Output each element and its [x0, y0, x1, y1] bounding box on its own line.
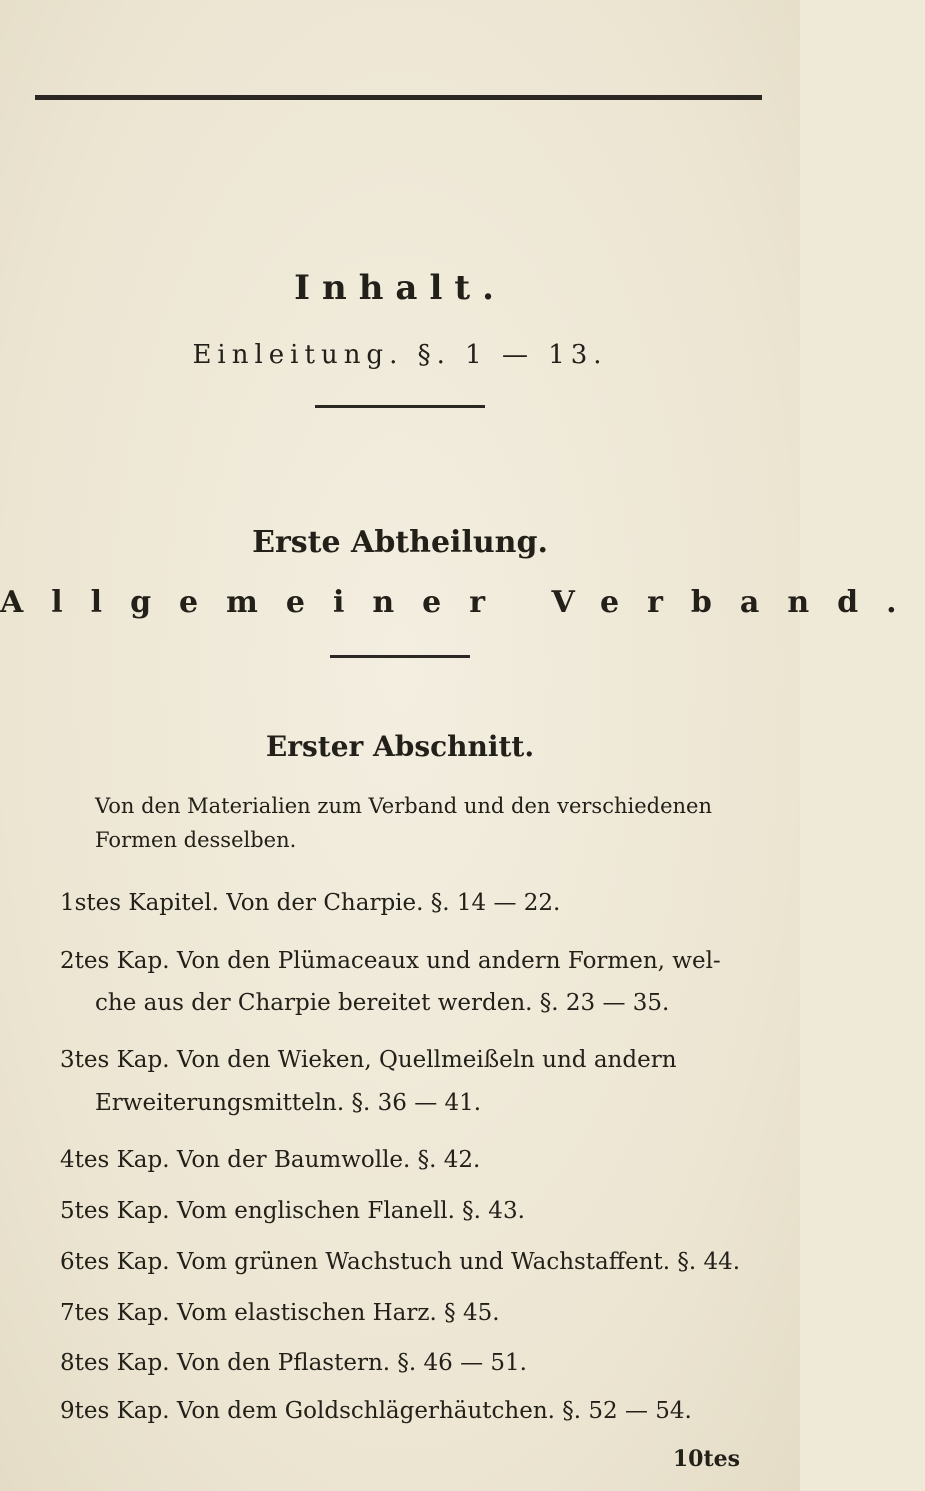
section-description-line2: Formen desselben. [95, 828, 297, 852]
chapter-entry: 2tes Kap. Von den Plümaceaux und andern Formen, wel- [60, 948, 721, 974]
section-heading: Erster Abschnitt. [265, 730, 535, 763]
catchword: 10tes [672, 1446, 740, 1472]
top-rule [35, 95, 762, 100]
divider-rule [315, 405, 485, 408]
part-heading: Erste Abtheilung. [252, 525, 548, 560]
chapter-entry: 9tes Kap. Von dem Goldschlägerhäutchen. §. 52 — 54. [60, 1398, 692, 1424]
part-subheading: Allgemeiner Verband. [0, 585, 925, 620]
section-description-line1: Von den Materialien zum Verband und den verschiedenen [95, 794, 712, 818]
chapter-entry: 1stes Kapitel. Von der Charpie. §. 14 — 22. [60, 890, 561, 916]
chapter-entry: 3tes Kap. Von den Wieken, Quellmeißeln und andern [60, 1047, 677, 1073]
divider-rule [330, 655, 470, 658]
chapter-entry: 6tes Kap. Vom grünen Wachstuch und Wachstaffent. §. 44. [60, 1249, 741, 1275]
chapter-entry: 8tes Kap. Von den Pflastern. §. 46 — 51. [60, 1350, 527, 1376]
introduction-entry: Einleitung. §. 1 — 13. [192, 340, 608, 370]
chapter-entry: 7tes Kap. Vom elastischen Harz. § 45. [60, 1300, 500, 1326]
chapter-entry: 4tes Kap. Von der Baumwolle. §. 42. [60, 1147, 481, 1173]
page-title: Inhalt. [294, 268, 506, 308]
chapter-entry-continuation: Erweiterungsmitteln. §. 36 — 41. [95, 1090, 482, 1116]
chapter-entry: 5tes Kap. Vom englischen Flanell. §. 43. [60, 1198, 525, 1224]
chapter-entry-continuation: che aus der Charpie bereitet werden. §. 23 — 35. [95, 990, 670, 1016]
